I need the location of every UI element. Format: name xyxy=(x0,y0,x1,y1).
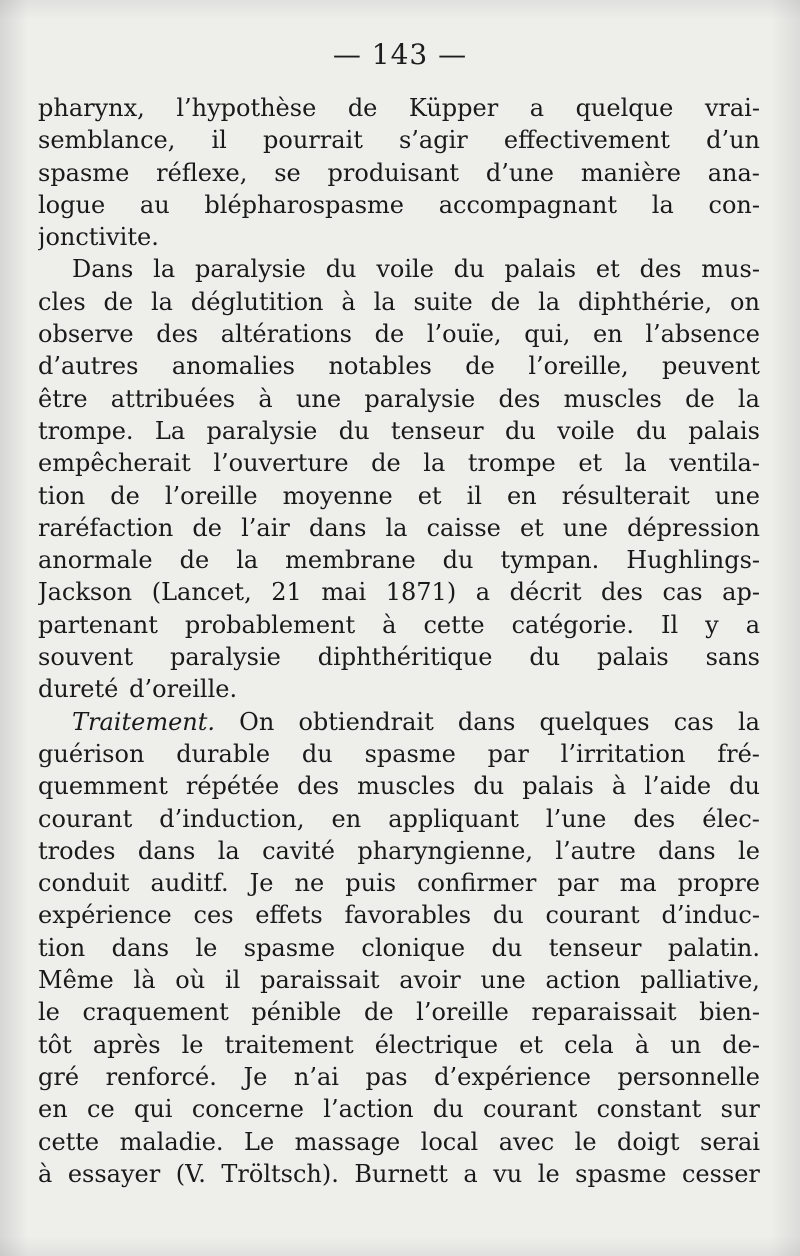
word: tenseur xyxy=(548,933,642,962)
word: ces xyxy=(193,901,234,930)
word: de xyxy=(363,998,394,1027)
word: et xyxy=(417,481,442,510)
word: l’air xyxy=(241,513,290,542)
word: du xyxy=(338,416,370,445)
word: du xyxy=(473,772,505,801)
word: avec xyxy=(498,1127,555,1156)
word: a xyxy=(745,610,760,639)
word: des xyxy=(156,320,199,349)
word: et xyxy=(595,255,620,284)
word: reparaissait xyxy=(531,998,677,1027)
word: constant xyxy=(596,1095,702,1124)
text-line xyxy=(38,706,760,738)
word: le xyxy=(537,1159,560,1188)
word: d’oreille. xyxy=(129,675,238,704)
word: guérison xyxy=(38,739,145,768)
word: Jackson xyxy=(38,578,133,607)
word: décrit xyxy=(509,578,582,607)
word: en xyxy=(506,481,537,510)
word: raréfaction xyxy=(38,513,174,542)
text-line xyxy=(38,124,760,156)
word: appliquant xyxy=(388,804,519,833)
word: l’aide xyxy=(644,772,712,801)
word: vrai- xyxy=(704,94,760,122)
word: voile xyxy=(376,255,434,284)
word: ventila- xyxy=(669,449,760,478)
word: cette xyxy=(423,610,485,639)
word: réflexe, xyxy=(156,158,248,187)
word: en xyxy=(38,1095,68,1124)
page-number: — 143 — xyxy=(332,38,468,71)
word: du xyxy=(442,546,474,575)
word: des xyxy=(601,578,643,607)
word: bien- xyxy=(699,998,760,1027)
word: la xyxy=(737,707,760,736)
word: la xyxy=(624,449,647,478)
text-line xyxy=(38,835,760,867)
word: et xyxy=(519,513,544,542)
word: du xyxy=(325,255,357,284)
word: n’ai xyxy=(293,1062,339,1091)
word: fré- xyxy=(717,739,760,768)
word: s’agir xyxy=(398,126,468,155)
word: paralysie xyxy=(364,384,476,413)
word: con- xyxy=(708,190,760,219)
text-line xyxy=(38,996,760,1028)
word: moyenne xyxy=(282,481,393,510)
text-line xyxy=(38,221,760,253)
word: d’expérience xyxy=(434,1062,591,1091)
word: spasme xyxy=(575,1159,667,1188)
word: cela xyxy=(564,1030,614,1059)
word: l’oreille, xyxy=(528,352,629,381)
word: à xyxy=(382,610,397,639)
word: des xyxy=(297,772,340,801)
word: du xyxy=(492,901,524,930)
text-line xyxy=(38,932,760,964)
word: favorables xyxy=(344,901,472,930)
word: l’irritation xyxy=(560,739,686,768)
word: expérience xyxy=(38,901,172,930)
word: la xyxy=(151,287,173,316)
word: d’induction, xyxy=(159,804,305,833)
word: et xyxy=(519,1030,543,1059)
text-line xyxy=(38,609,760,641)
word: de xyxy=(179,546,210,575)
word: mus- xyxy=(701,255,760,284)
word: en xyxy=(592,320,623,349)
word: paralysie xyxy=(206,416,318,445)
word: Tröltsch). xyxy=(221,1159,339,1188)
word: ap- xyxy=(722,578,760,607)
word: au xyxy=(139,190,170,219)
word: une xyxy=(480,966,526,995)
text-line xyxy=(38,157,760,189)
word: logue xyxy=(38,190,106,219)
word: dans xyxy=(308,513,367,542)
word: voile xyxy=(557,416,615,445)
word: du xyxy=(504,416,536,445)
word: paralysie xyxy=(169,643,281,672)
word: altérations xyxy=(220,320,352,349)
word: de xyxy=(110,481,140,510)
text-line xyxy=(38,447,760,479)
body-text xyxy=(38,92,760,1190)
word: des xyxy=(639,255,682,284)
text-line xyxy=(38,899,760,931)
word: répétée xyxy=(185,772,280,801)
word: diphthérie, xyxy=(577,287,713,316)
word: la xyxy=(385,513,408,542)
word: traitement xyxy=(224,1030,354,1059)
word: renforcé. xyxy=(105,1062,217,1091)
word: jonctivite. xyxy=(38,223,159,252)
word: l’une xyxy=(545,804,607,833)
word: local xyxy=(420,1127,479,1156)
word: et xyxy=(578,449,603,478)
word: palais xyxy=(522,772,594,801)
word: Même xyxy=(38,966,114,995)
word: pénible xyxy=(251,998,342,1027)
word: muscles xyxy=(563,384,662,413)
word: maladie. xyxy=(119,1127,224,1156)
word: résulterait xyxy=(561,481,690,510)
text-line xyxy=(38,964,760,996)
word: à xyxy=(341,287,356,316)
word: tôt xyxy=(38,1030,72,1059)
text-line xyxy=(38,544,760,576)
word: à xyxy=(38,1159,53,1188)
word: là xyxy=(133,966,156,995)
word: d’un xyxy=(706,126,760,155)
word: une xyxy=(295,384,342,413)
word: notables xyxy=(328,352,432,381)
word: l’absence xyxy=(645,320,760,349)
word: a xyxy=(475,578,491,607)
text-line xyxy=(38,1029,760,1061)
word: dans xyxy=(457,707,516,736)
word: muscles xyxy=(357,772,456,801)
word: confirmer xyxy=(417,869,537,898)
word: courant xyxy=(545,901,640,930)
word: de xyxy=(371,449,401,478)
word: diphthéritique xyxy=(317,643,493,672)
word: personnelle xyxy=(617,1062,760,1091)
text-line xyxy=(38,189,760,221)
word: membrane xyxy=(285,546,416,575)
word: la xyxy=(217,836,240,865)
word: action xyxy=(545,966,621,995)
word: Küpper xyxy=(408,94,499,122)
word: ma xyxy=(619,869,657,898)
word: quemment xyxy=(38,772,168,801)
word: accompagnant xyxy=(438,190,618,219)
word: clonique xyxy=(361,933,466,962)
word: du xyxy=(529,643,561,672)
word: élec- xyxy=(702,804,760,833)
text-line xyxy=(38,867,760,899)
word: il xyxy=(211,126,227,155)
word: la xyxy=(538,287,561,316)
word: de xyxy=(103,287,134,316)
text-line xyxy=(38,383,760,415)
word: à xyxy=(258,384,273,413)
text-line xyxy=(38,576,760,608)
word: observe xyxy=(38,320,134,349)
word: dans xyxy=(137,836,196,865)
word: conduit xyxy=(38,869,130,898)
word: y xyxy=(705,610,719,639)
word: un xyxy=(670,1030,702,1059)
word: (V. xyxy=(175,1159,206,1188)
word: l’oreille xyxy=(416,998,509,1027)
word: l’hypothèse xyxy=(176,94,317,122)
word: tympan. xyxy=(500,546,600,575)
word: quelque xyxy=(575,94,674,122)
word: anormale xyxy=(38,546,153,575)
word: caisse xyxy=(426,513,501,542)
text-line xyxy=(38,673,760,705)
word: déglutition xyxy=(190,287,324,316)
text-line xyxy=(38,803,760,835)
word: palais xyxy=(504,255,577,284)
word: vu xyxy=(493,1159,523,1188)
word: a xyxy=(529,94,545,122)
word: d’autres xyxy=(38,352,139,381)
word: a xyxy=(463,1159,478,1188)
text-line xyxy=(38,92,760,124)
word: Burnett xyxy=(354,1159,448,1188)
word: la xyxy=(236,546,259,575)
text-line xyxy=(38,480,760,512)
word: blépharospasme xyxy=(204,190,404,219)
word: concerne xyxy=(191,1095,304,1124)
word: catégorie. xyxy=(511,610,634,639)
word: trompe. xyxy=(38,416,134,445)
word: produisant xyxy=(327,158,460,187)
word: de xyxy=(192,513,222,542)
word: tion xyxy=(38,933,86,962)
word: 1871) xyxy=(385,578,457,607)
word: courant xyxy=(38,804,133,833)
word: propre xyxy=(677,869,760,898)
word: par xyxy=(487,739,529,768)
word: courant xyxy=(483,1095,578,1124)
text-line xyxy=(38,318,760,350)
text-line xyxy=(38,738,760,770)
text-line xyxy=(38,770,760,802)
word: semblance, xyxy=(38,126,176,155)
word: empêcherait xyxy=(38,449,191,478)
word: Je xyxy=(243,1062,268,1091)
word: sur xyxy=(720,1095,760,1124)
word: trodes xyxy=(38,836,116,865)
word: spasme xyxy=(364,739,456,768)
text-line xyxy=(38,641,760,673)
word: la xyxy=(423,449,446,478)
word: gré xyxy=(38,1062,80,1091)
word: du xyxy=(301,739,333,768)
word: probablement xyxy=(184,610,356,639)
text-line xyxy=(38,512,760,544)
word: des xyxy=(633,804,676,833)
word: Je xyxy=(249,869,274,898)
word: de xyxy=(685,384,715,413)
word: du xyxy=(636,416,667,445)
word: Traitement. xyxy=(72,707,216,736)
word: La xyxy=(154,416,186,445)
word: qui xyxy=(133,1095,173,1124)
word: pourrait xyxy=(263,126,363,155)
word: l’autre xyxy=(555,836,636,865)
text-line xyxy=(38,1061,760,1093)
word: cesser xyxy=(681,1159,760,1188)
word: quelques xyxy=(539,707,650,736)
word: dans xyxy=(658,836,716,865)
word: à xyxy=(634,1030,650,1059)
word: le xyxy=(181,1030,204,1059)
word: attribuées xyxy=(110,384,236,413)
word: Dans xyxy=(72,255,134,284)
word: doigt xyxy=(617,1127,680,1156)
word: serai xyxy=(700,1127,760,1156)
word: une xyxy=(562,513,609,542)
word: pharyngienne, xyxy=(357,836,533,865)
word: (Lancet, xyxy=(151,578,252,607)
word: l’oreille xyxy=(164,481,258,510)
word: le xyxy=(738,836,760,865)
word: durable xyxy=(176,739,271,768)
word: ce xyxy=(87,1095,115,1124)
word: dépression xyxy=(627,513,760,542)
word: la xyxy=(373,287,396,316)
word: anomalies xyxy=(171,352,295,381)
word: avoir xyxy=(399,966,461,995)
word: peuvent xyxy=(662,352,760,381)
word: du xyxy=(453,255,485,284)
word: palliative, xyxy=(640,966,760,995)
word: du xyxy=(729,772,760,801)
word: le xyxy=(195,933,218,962)
word: à xyxy=(611,772,627,801)
word: du xyxy=(491,933,523,962)
word: cas xyxy=(673,707,714,736)
word: on xyxy=(730,287,760,316)
word: il xyxy=(224,966,241,995)
word: qui, xyxy=(524,320,571,349)
word: l’action xyxy=(323,1095,414,1124)
word: spasme xyxy=(38,158,130,187)
word: de xyxy=(465,352,495,381)
word: paralysie xyxy=(194,255,306,284)
text-line xyxy=(38,253,760,285)
word: Il xyxy=(660,610,679,639)
word: cles xyxy=(38,287,86,316)
word: électrique xyxy=(374,1030,499,1059)
word: du xyxy=(432,1095,464,1124)
word: Le xyxy=(244,1127,275,1156)
word: une xyxy=(714,481,760,510)
word: le xyxy=(38,998,60,1027)
word: l’ouïe, xyxy=(426,320,502,349)
word: suite xyxy=(413,287,473,316)
word: de xyxy=(374,320,405,349)
text-line xyxy=(38,1126,760,1158)
word: On xyxy=(239,707,275,736)
word: sans xyxy=(705,643,760,672)
word: de- xyxy=(722,1030,760,1059)
word: souvent xyxy=(38,643,134,672)
word: spasme xyxy=(243,933,336,962)
word: mai xyxy=(321,578,367,607)
text-line xyxy=(38,350,760,382)
word: trompe xyxy=(467,449,556,478)
word: de xyxy=(490,287,521,316)
word: la xyxy=(153,255,176,284)
word: Hughlings- xyxy=(626,546,760,575)
word: par xyxy=(557,869,599,898)
word: d’induc- xyxy=(661,901,760,930)
word: tion xyxy=(38,481,86,510)
word: se xyxy=(274,158,301,187)
word: des xyxy=(498,384,541,413)
word: la xyxy=(737,384,760,413)
word: dureté xyxy=(38,675,119,704)
word: après xyxy=(92,1030,161,1059)
word: craquement xyxy=(82,998,229,1027)
word: manière xyxy=(580,158,681,187)
word: pharynx, xyxy=(38,94,145,122)
word: massage xyxy=(294,1127,401,1156)
word: le xyxy=(574,1127,597,1156)
word: paraissait xyxy=(260,966,380,995)
word: de xyxy=(347,94,378,122)
word: cavité xyxy=(262,836,335,865)
word: effets xyxy=(255,901,323,930)
word: palatin. xyxy=(667,933,760,962)
word: effectivement xyxy=(503,126,670,155)
text-line xyxy=(38,1093,760,1125)
word: puis xyxy=(345,869,397,898)
word: cas xyxy=(662,578,703,607)
word: pas xyxy=(365,1062,408,1091)
word: palais xyxy=(688,416,760,445)
word: auditf. xyxy=(150,869,229,898)
word: en xyxy=(331,804,362,833)
word: obtiendrait xyxy=(298,707,434,736)
word: être xyxy=(38,384,88,413)
word: où xyxy=(175,966,206,995)
word: tenseur xyxy=(390,416,484,445)
text-line xyxy=(38,415,760,447)
word: l’ouverture xyxy=(213,449,349,478)
word: 21 xyxy=(271,578,302,607)
word: essayer xyxy=(67,1159,161,1188)
text-line xyxy=(38,286,760,318)
word: dans xyxy=(111,933,170,962)
word: partenant xyxy=(38,610,158,639)
word: ne xyxy=(294,869,325,898)
word: palais xyxy=(597,643,669,672)
word: ana- xyxy=(707,158,760,187)
word: d’une xyxy=(485,158,554,187)
text-line xyxy=(38,1158,760,1190)
word: la xyxy=(651,190,674,219)
word: il xyxy=(466,481,482,510)
word: cette xyxy=(38,1127,100,1156)
